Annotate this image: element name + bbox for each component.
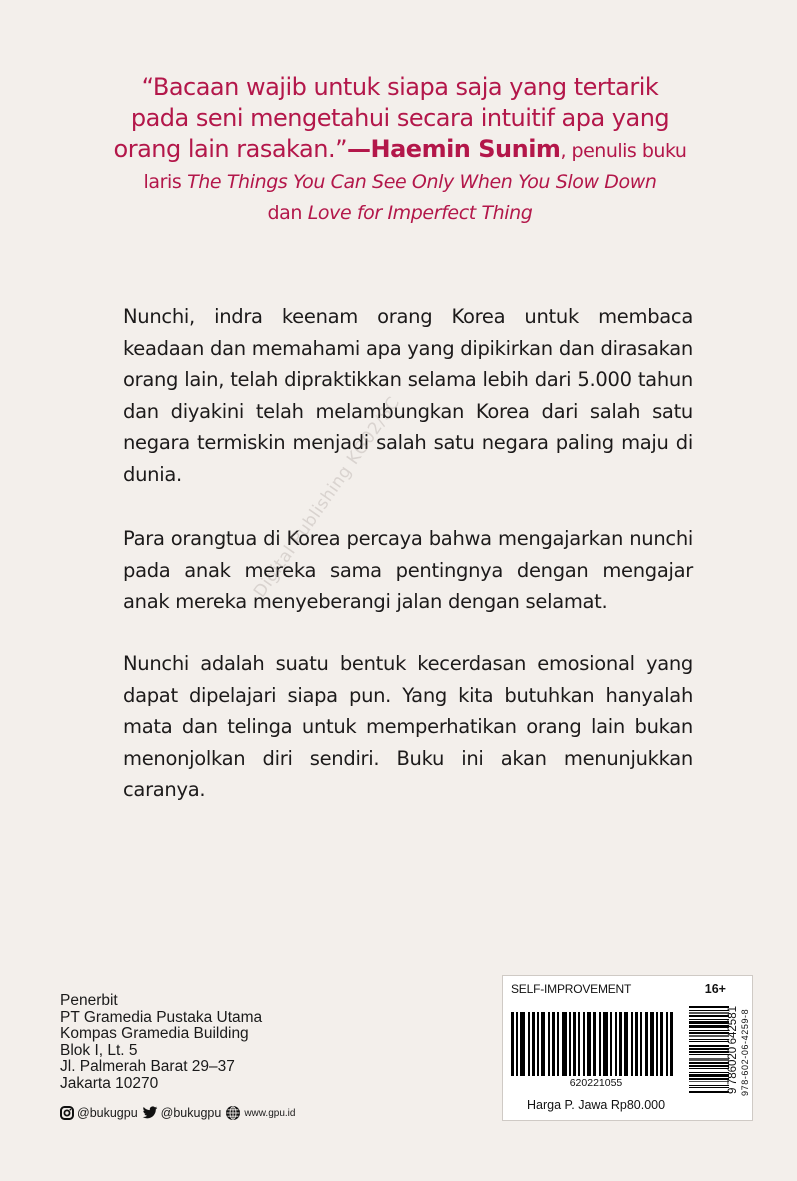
age-rating: 16+ [704,982,726,996]
quote-line-3-text: orang lain rasakan.” [113,135,348,163]
quote-line-3 [100,134,700,167]
instagram-handle: @bukugpu [77,1106,138,1120]
twitter-icon [142,1106,158,1120]
book-title-2: Love for Imperfect Thing [307,202,533,224]
social-twitter [142,1106,222,1120]
website-url: www.gpu.id [244,1107,296,1119]
endorsement-quote [100,72,700,229]
instagram-icon [60,1106,74,1120]
social-instagram [60,1106,138,1120]
quote-line-1: “Bacaan wajib untuk siapa saja yang tertarik [141,73,659,101]
social-website [225,1105,295,1121]
isbn-barcode [689,1006,729,1094]
isbn-digit-group-1: 9 [727,1087,739,1094]
isbn-digit-group-3: 642581 [727,1006,739,1045]
book-title-1: The Things You Can See Only When You Slow Down [187,171,657,193]
publisher-floor: Blok I, Lt. 5 [60,1041,138,1059]
isbn-digit-group-2: 786020 [727,1046,739,1086]
publisher-city: Jakarta 10270 [60,1074,159,1092]
isbn-barcode-area [687,1006,749,1098]
blurb-paragraph-1: Nunchi, indra keenam orang Korea untuk membaca keadaan dan memahami apa yang dipikirkan dan dirasakan orang lain, telah dipraktikkan selama lebih dari 5.000 tahun dan diyakini telah melambungkan Korea dari salah satu negara termiskin menjadi salah satu negara paling maju di dunia. [123,305,693,486]
book-category: SELF-IMPROVEMENT [511,982,632,996]
blurb-paragraph-3: Nunchi adalah suatu bentuk kecerdasan emosional yang dapat dipelajari siapa pun. Yang kita butuhkan hanyalah mata dan telinga untuk memperhatikan orang lain bukan menonjolkan diri sendiri. Buku ini akan menunjukkan caranya. [123,652,693,801]
publisher-info [60,993,262,1092]
publisher-building: Kompas Gramedia Building [60,1025,249,1042]
barcode-label [502,975,753,1121]
quote-line-5 [100,198,700,229]
author-description: , penulis buku [560,140,687,162]
isbn-barcode-digits [727,1006,739,1094]
social-links [60,1105,299,1121]
product-barcode [511,1012,681,1076]
globe-icon [225,1105,241,1121]
quote-line-4 [100,167,700,198]
publisher-label: Penerbit [60,992,118,1009]
quote-line-2: pada seni mengetahui secara intuitif apa yang [130,104,670,132]
quote-author: —Haemin Sunim [347,135,561,163]
blurb-paragraph-2: Para orangtua di Korea percaya bahwa mengajarkan nunchi pada anak mereka sama pentingnya dengan mengajar anak mereka menyeberangi jalan dengan selamat. [123,527,693,613]
watermark: Digital Publishing KG02/SC [250,393,405,602]
twitter-handle: @bukugpu [160,1106,222,1120]
price-label: Harga P. Jawa Rp80.000 [527,1098,666,1112]
quote-line-4-prefix: laris [143,171,188,193]
publisher-name: PT Gramedia Pustaka Utama [60,1008,263,1026]
quote-line-5-prefix: dan [267,202,308,224]
product-code: 620221055 [569,1077,623,1089]
publisher-street: Jl. Palmerah Barat 29–37 [60,1058,235,1075]
isbn-number: 978-602-06-4259-8 [740,1008,750,1096]
